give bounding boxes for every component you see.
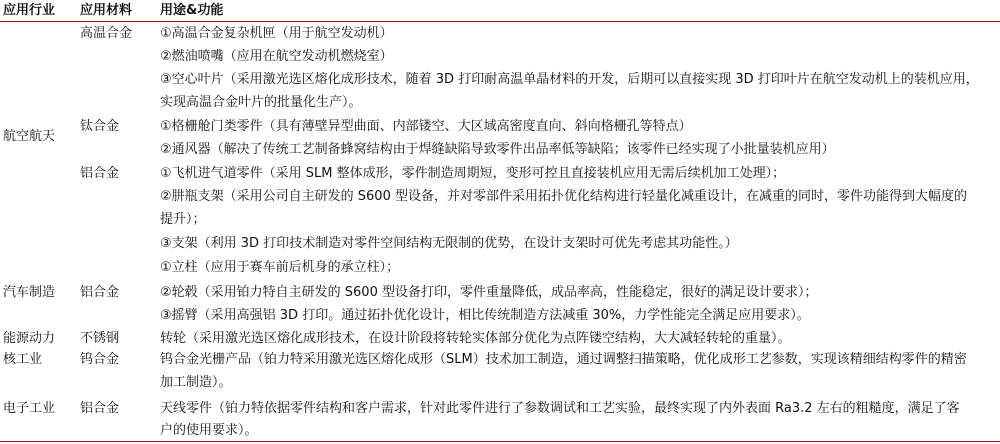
- usage-line: ②燃油喷嘴（应用在航空发动机燃烧室）: [160, 49, 393, 64]
- header-usage: 用途&功能: [160, 3, 224, 18]
- industry-electronics: 电子工业: [3, 401, 56, 416]
- usage-line: ①立柱（应用于赛车前后机身的承立柱）；: [160, 260, 400, 275]
- usage-line: 转轮（采用激光选区熔化成形技术，在设计阶段将转轮实体部分优化为点阵镂空结构，大大减轻转轮的重量）。: [160, 331, 791, 346]
- industry-energy: 能源动力: [3, 331, 56, 346]
- table-bottom-rule: [0, 441, 1000, 442]
- usage-line: 钨合金光栅产品（铂力特采用激光选区熔化成形（SLM）技术加工制造，通过调整扫描策略，优化成形工艺参数，实现该精细结构零件的精密: [160, 352, 967, 367]
- usage-line: ③支架（利用 3D 打印技术制造对零件空间结构无限制的优势，在设计支架时可优先考虑其功能性。）: [160, 236, 738, 251]
- usage-line: ②通风器（解决了传统工艺制备蜂窝结构由于焊缝缺陷导致零件出品率低等缺陷；该零件已经实现了小批量装机应用）: [160, 142, 835, 157]
- material-superalloy: 高温合金: [80, 26, 133, 41]
- material-titanium-alloy: 钛合金: [80, 119, 120, 134]
- usage-line: 天线零件（铂力特依据零件结构和客户需求，针对此零件进行了参数调试和工艺实验，最终实现了内外表面 Ra3.2 左右的粗糙度，满足了客: [160, 401, 960, 416]
- usage-line: 加工制造）。: [160, 375, 232, 390]
- industry-aerospace: 航空航天: [3, 129, 56, 144]
- material-aluminum-alloy-electronics: 铝合金: [80, 401, 120, 416]
- material-tungsten-alloy: 钨合金: [80, 352, 120, 367]
- usage-line: ②轮毂（采用铂力特自主研发的 S600 型设备打印，零件重量降低，成品率高，性能稳定，很好的满足设计要求）；: [160, 285, 818, 300]
- header-industry: 应用行业: [3, 3, 56, 18]
- material-aluminum-alloy-auto: 铝合金: [80, 285, 120, 300]
- header-material: 应用材料: [80, 3, 133, 18]
- usage-line: 户的使用要求）。: [160, 423, 258, 438]
- table-top-rule: [0, 21, 1000, 22]
- industry-nuclear: 核工业: [3, 352, 43, 367]
- material-aluminum-alloy-aero: 铝合金: [80, 166, 120, 181]
- usage-line: ②肼瓶支架（采用公司自主研发的 S600 型设备，并对零部件采用拓扑优化结构进行轻量化减重设计，在减重的同时，零件功能得到大幅度的: [160, 189, 967, 204]
- usage-line: ③空心叶片（采用激光选区熔化成形技术，随着 3D 打印耐高温单晶材料的开发，后期可以直接实现 3D 打印叶片在航空发动机上的装机应用，: [160, 72, 979, 87]
- material-stainless-steel: 不锈钢: [80, 331, 120, 346]
- usage-line: ①格栅舱门类零件（具有薄壁异型曲面、内部镂空、大区域高密度直向、斜向格栅孔等特点）: [160, 119, 692, 134]
- usage-line: ③摇臂（采用高强铝 3D 打印。通过拓扑优化设计，相比传统制造方法减重 30%，力学性能完全满足应用要求）。: [160, 308, 810, 323]
- usage-line: ①飞机进气道零件（采用 SLM 整体成形，零件制造周期短，变形可控且直接装机应用无需后续机加工处理）；: [160, 166, 786, 181]
- usage-line: 提升）；: [160, 212, 206, 227]
- usage-line: ①高温合金复杂机匣（用于航空发动机）: [160, 26, 393, 41]
- industry-automotive: 汽车制造: [3, 285, 56, 300]
- usage-line: 实现高温合金叶片的批量化生产）。: [160, 95, 362, 110]
